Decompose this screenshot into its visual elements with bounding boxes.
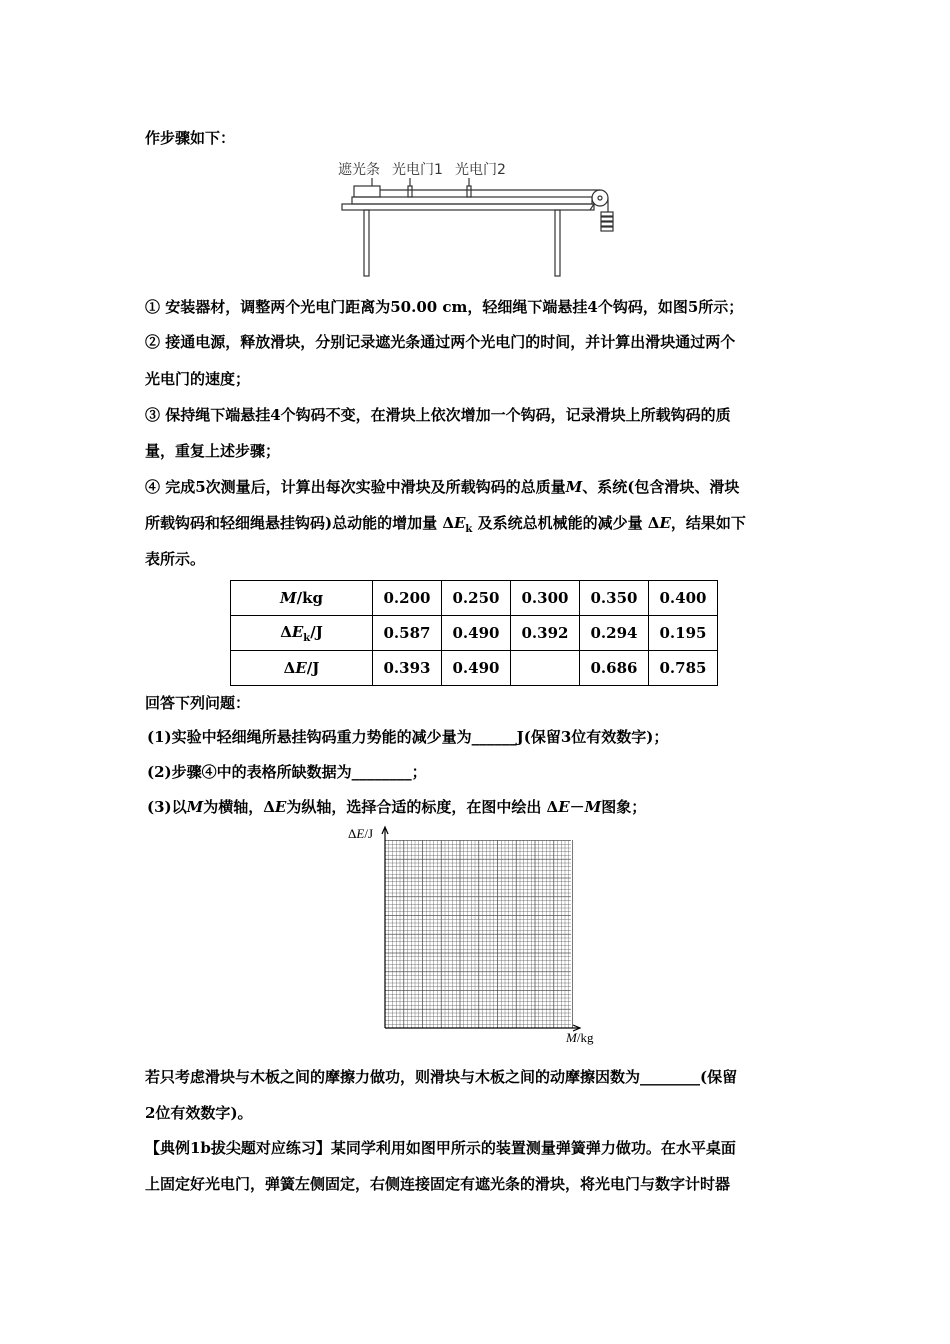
- step-2-line-2: 光电门的速度；: [145, 370, 251, 388]
- question-1: (1)实验中轻细绳所悬挂钩码重力势能的减少量为______J(保留3位有效数字)；: [147, 728, 669, 746]
- hook-weight: [601, 212, 613, 216]
- table-cell: 0.686: [580, 651, 649, 686]
- table-cell: 0.393: [373, 651, 442, 686]
- table-cell: 0.350: [580, 581, 649, 616]
- friction-line-2: 2位有效数字)。: [145, 1104, 253, 1122]
- table-leg-left: [364, 210, 369, 276]
- table-cell: 0.587: [373, 616, 442, 651]
- step-3-line-1: ③ 保持绳下端悬挂4个钩码不变，在滑块上依次增加一个钩码，记录滑块上所载钩码的质: [145, 406, 731, 424]
- graph-grid: [340, 822, 620, 1048]
- table-row: [231, 616, 718, 651]
- pulley: [592, 190, 608, 206]
- table-cell: 0.400: [649, 581, 718, 616]
- label-gate-1: 光电门1: [392, 162, 443, 178]
- label-light-bar: 遮光条: [338, 162, 380, 178]
- row-header-kinetic: $\Delta E_k/J$: [231, 616, 373, 651]
- table-row: [231, 581, 718, 616]
- step-4-line-1: ④ 完成5次测量后，计算出每次实验中滑块及所载钩码的总质量M、系统(包含滑块、滑块: [145, 478, 740, 496]
- intro-text: 作步骤如下：: [145, 129, 236, 147]
- x-axis-label: M/kg: [566, 1030, 594, 1045]
- step-1: ① 安装器材，调整两个光电门距离为50.00 cm，轻细绳下端悬挂4个钩码，如图5所示；: [145, 298, 744, 316]
- example-line-2: 上固定好光电门，弹簧左侧固定，右侧连接固定有遮光条的滑块，将光电门与数字计时器: [145, 1175, 731, 1193]
- question-2: (2)步骤④中的表格所缺数据为________；: [147, 763, 427, 781]
- slider-block: [354, 186, 380, 197]
- table-cell: 0.195: [649, 616, 718, 651]
- table-top: [342, 204, 594, 210]
- questions-heading: 回答下列问题：: [145, 694, 251, 712]
- step-4-line-3: 表所示。: [145, 550, 206, 568]
- air-rail: [352, 197, 592, 204]
- friction-line-1: 若只考虑滑块与木板之间的摩擦力做功，则滑块与木板之间的动摩擦因数为________(保留: [145, 1068, 738, 1086]
- table-cell: 0.294: [580, 616, 649, 651]
- table-cell-missing: [511, 651, 580, 686]
- table-cell: 0.490: [442, 616, 511, 651]
- step-2-line-1: ② 接通电源，释放滑块，分别记录遮光条通过两个光电门的时间，并计算出滑块通过两个: [145, 333, 736, 351]
- question-3: (3)以M为横轴，ΔE为纵轴，选择合适的标度，在图中绘出 ΔE－M图象；: [147, 798, 647, 816]
- row-header-energy: ΔE/J: [231, 651, 373, 686]
- table-cell: 0.300: [511, 581, 580, 616]
- table-cell: 0.200: [373, 581, 442, 616]
- label-gate-2: 光电门2: [455, 162, 506, 178]
- photogate-2: [467, 186, 471, 197]
- table-cell: 0.392: [511, 616, 580, 651]
- y-axis-label: ΔE/J: [348, 826, 373, 841]
- table-leg-right: [555, 210, 560, 276]
- apparatus-figure: [330, 156, 620, 278]
- table-row: [231, 651, 718, 686]
- table-cell: 0.250: [442, 581, 511, 616]
- row-header-mass: M/kg: [231, 581, 373, 616]
- example-line-1: 【典例1b拔尖题对应练习】某同学利用如图甲所示的装置测量弹簧弹力做功。在水平桌面: [145, 1139, 736, 1157]
- step-3-line-2: 量，重复上述步骤；: [145, 442, 281, 460]
- step-4-line-2: 所载钩码和轻细绳悬挂钩码)总动能的增加量 $\Delta E_k$ 及系统总机械能的减少量 ΔE，结果如下: [145, 514, 746, 535]
- data-table: [230, 580, 718, 686]
- table-cell: 0.785: [649, 651, 718, 686]
- table-cell: 0.490: [442, 651, 511, 686]
- photogate-1: [408, 186, 412, 197]
